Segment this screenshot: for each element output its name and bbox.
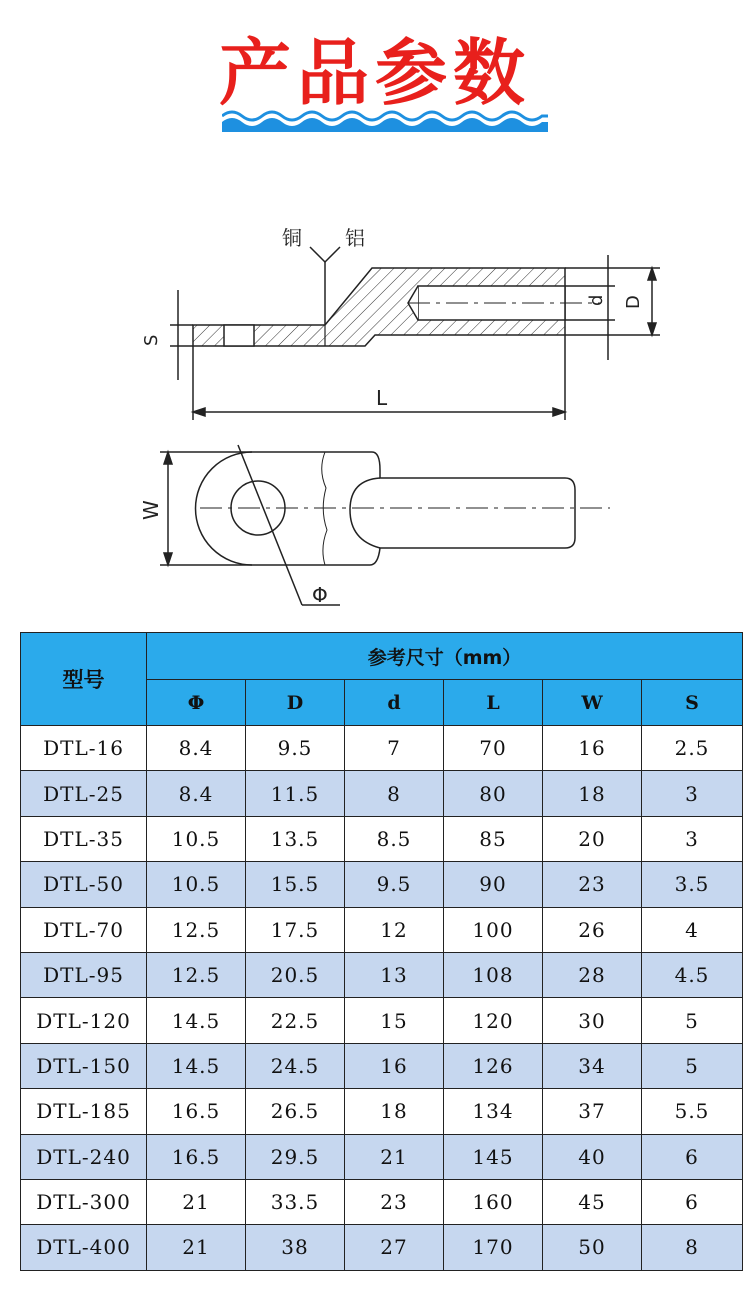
table-row (21, 816, 743, 861)
value-cell: 10.5 (147, 862, 246, 907)
value-cell: 21 (345, 1134, 444, 1179)
value-cell: 134 (444, 1089, 543, 1134)
value-cell: 26 (543, 907, 642, 952)
table-row (21, 726, 743, 771)
s-dimension-label: S (141, 334, 162, 346)
model-cell: DTL-35 (21, 816, 147, 861)
value-cell: 10.5 (147, 816, 246, 861)
top-view (160, 445, 610, 605)
model-cell: DTL-120 (21, 998, 147, 1043)
l-dimension-label: L (376, 386, 388, 410)
value-cell: 90 (444, 862, 543, 907)
d-dimension-label: d (586, 294, 607, 306)
model-cell: DTL-70 (21, 907, 147, 952)
value-cell: 145 (444, 1134, 543, 1179)
column-header: L (444, 680, 543, 726)
value-cell: 18 (345, 1089, 444, 1134)
D-dimension-label: D (623, 295, 644, 309)
value-cell: 170 (444, 1225, 543, 1270)
model-header: 型号 (21, 633, 147, 726)
value-cell: 15.5 (246, 862, 345, 907)
aluminum-label: 铝 (345, 226, 365, 250)
value-cell: 6 (642, 1134, 743, 1179)
table-row (21, 862, 743, 907)
table-row (21, 1089, 743, 1134)
value-cell: 108 (444, 952, 543, 997)
table-row (21, 1134, 743, 1179)
value-cell: 14.5 (147, 1043, 246, 1088)
value-cell: 8.4 (147, 771, 246, 816)
model-cell: DTL-16 (21, 726, 147, 771)
value-cell: 20 (543, 816, 642, 861)
table-row (21, 1225, 743, 1270)
table-row (21, 1179, 743, 1224)
wave-decoration (222, 108, 548, 132)
side-view (170, 247, 660, 420)
lug-technical-drawing (0, 210, 750, 620)
value-cell: 11.5 (246, 771, 345, 816)
value-cell: 80 (444, 771, 543, 816)
model-cell: DTL-240 (21, 1134, 147, 1179)
table-row (21, 771, 743, 816)
value-cell: 8 (642, 1225, 743, 1270)
value-cell: 45 (543, 1179, 642, 1224)
value-cell: 20.5 (246, 952, 345, 997)
value-cell: 12.5 (147, 952, 246, 997)
value-cell: 85 (444, 816, 543, 861)
model-cell: DTL-185 (21, 1089, 147, 1134)
value-cell: 160 (444, 1179, 543, 1224)
model-cell: DTL-400 (21, 1225, 147, 1270)
table-row (21, 1043, 743, 1088)
value-cell: 34 (543, 1043, 642, 1088)
dimensions-group-header: 参考尺寸（mm） (147, 633, 743, 680)
value-cell: 12.5 (147, 907, 246, 952)
value-cell: 15 (345, 998, 444, 1043)
value-cell: 8.4 (147, 726, 246, 771)
value-cell: 18 (543, 771, 642, 816)
value-cell: 17.5 (246, 907, 345, 952)
value-cell: 23 (543, 862, 642, 907)
value-cell: 3 (642, 771, 743, 816)
value-cell: 5 (642, 1043, 743, 1088)
value-cell: 6 (642, 1179, 743, 1224)
model-cell: DTL-95 (21, 952, 147, 997)
table-row (21, 952, 743, 997)
value-cell: 126 (444, 1043, 543, 1088)
table-row (21, 998, 743, 1043)
value-cell: 33.5 (246, 1179, 345, 1224)
value-cell: 12 (345, 907, 444, 952)
value-cell: 28 (543, 952, 642, 997)
value-cell: 23 (345, 1179, 444, 1224)
column-header: W (543, 680, 642, 726)
value-cell: 4.5 (642, 952, 743, 997)
value-cell: 37 (543, 1089, 642, 1134)
model-cell: DTL-150 (21, 1043, 147, 1088)
value-cell: 16.5 (147, 1089, 246, 1134)
table-row (21, 907, 743, 952)
value-cell: 8.5 (345, 816, 444, 861)
value-cell: 40 (543, 1134, 642, 1179)
value-cell: 3.5 (642, 862, 743, 907)
spec-table (20, 632, 743, 1271)
value-cell: 5 (642, 998, 743, 1043)
value-cell: 21 (147, 1225, 246, 1270)
value-cell: 22.5 (246, 998, 345, 1043)
value-cell: 14.5 (147, 998, 246, 1043)
value-cell: 2.5 (642, 726, 743, 771)
phi-label: Φ (312, 583, 328, 607)
value-cell: 5.5 (642, 1089, 743, 1134)
column-header: S (642, 680, 743, 726)
model-cell: DTL-25 (21, 771, 147, 816)
value-cell: 13 (345, 952, 444, 997)
value-cell: 4 (642, 907, 743, 952)
value-cell: 13.5 (246, 816, 345, 861)
value-cell: 29.5 (246, 1134, 345, 1179)
value-cell: 70 (444, 726, 543, 771)
value-cell: 27 (345, 1225, 444, 1270)
copper-label: 铜 (282, 226, 302, 250)
value-cell: 9.5 (345, 862, 444, 907)
value-cell: 30 (543, 998, 642, 1043)
value-cell: 26.5 (246, 1089, 345, 1134)
column-header: d (345, 680, 444, 726)
value-cell: 50 (543, 1225, 642, 1270)
value-cell: 21 (147, 1179, 246, 1224)
value-cell: 16.5 (147, 1134, 246, 1179)
w-dimension-label: W (139, 500, 163, 520)
model-cell: DTL-50 (21, 862, 147, 907)
column-header: D (246, 680, 345, 726)
value-cell: 100 (444, 907, 543, 952)
value-cell: 16 (543, 726, 642, 771)
value-cell: 16 (345, 1043, 444, 1088)
value-cell: 38 (246, 1225, 345, 1270)
value-cell: 9.5 (246, 726, 345, 771)
column-header: Φ (147, 680, 246, 726)
value-cell: 120 (444, 998, 543, 1043)
value-cell: 7 (345, 726, 444, 771)
value-cell: 24.5 (246, 1043, 345, 1088)
value-cell: 8 (345, 771, 444, 816)
value-cell: 3 (642, 816, 743, 861)
page-title: 产品参数 (218, 31, 531, 115)
model-cell: DTL-300 (21, 1179, 147, 1224)
